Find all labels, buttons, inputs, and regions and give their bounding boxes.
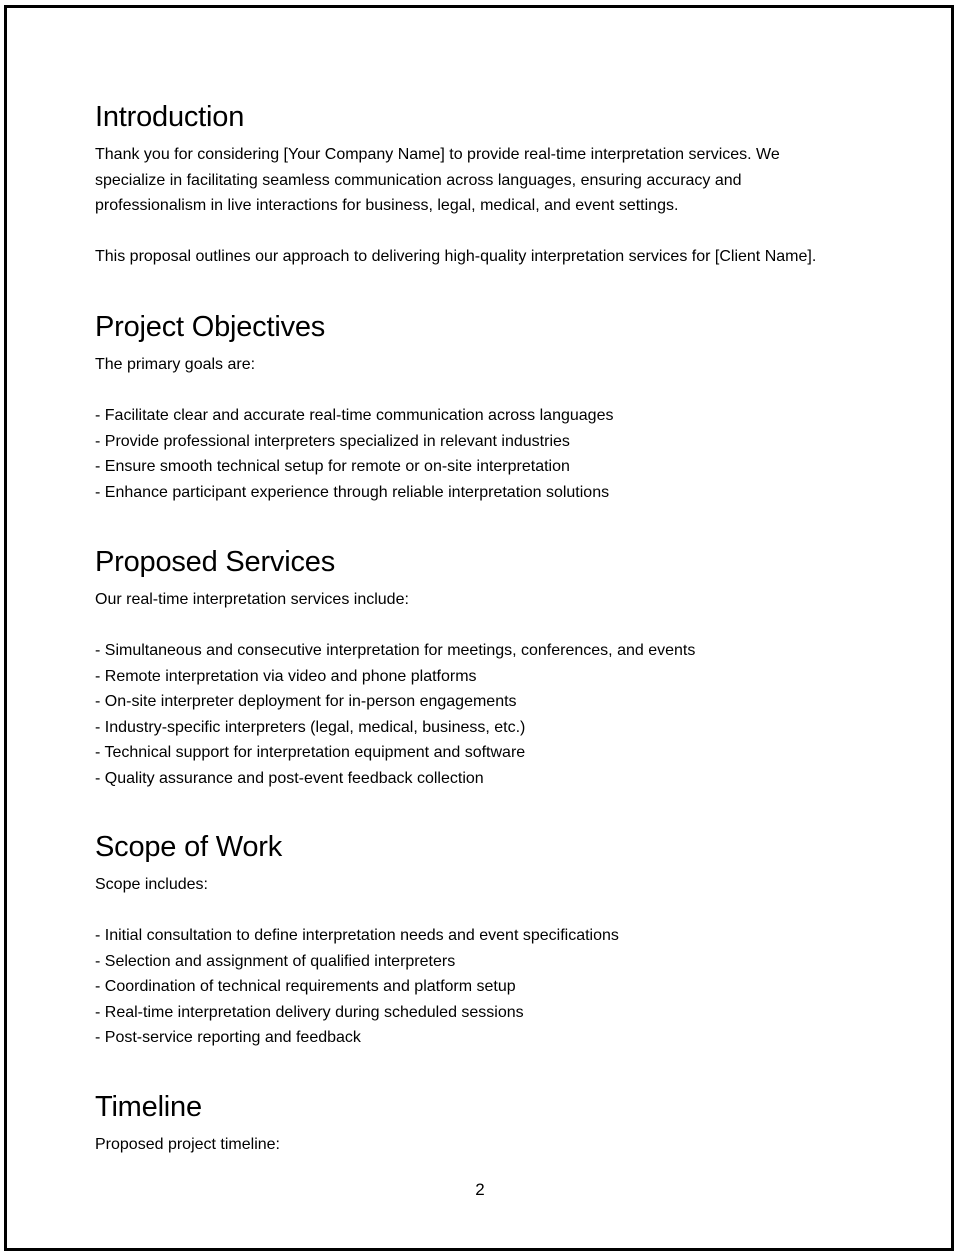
list-item: - Industry-specific interpreters (legal, medical, business, etc.) [95,718,526,736]
list-item: - Provide professional interpreters specialized in relevant industries [95,432,570,450]
paragraph-gap [95,898,619,924]
list-item: - On-site interpreter deployment for in-person engagements [95,693,517,710]
scope-list [95,923,619,1051]
list-item: - Ensure smooth technical setup for remote or on-site interpretation [95,458,570,475]
section-proposed-services [95,543,695,791]
intro-paragraph-line: Thank you for considering [Your Company Name] to provide real-time interpretation services. We [95,146,780,163]
section-timeline [95,1088,280,1158]
heading-timeline: Timeline [95,1091,202,1123]
heading-proposed-services: Proposed Services [95,546,335,578]
section-scope-of-work [95,828,619,1051]
section-project-objectives [95,308,613,505]
objectives-lead: The primary goals are: [95,356,256,373]
intro-paragraph-line: specialize in facilitating seamless communication across languages, ensuring accuracy and [95,171,742,189]
services-list [95,638,695,791]
heading-project-objectives: Project Objectives [95,311,326,343]
list-item: - Coordination of technical requirements and platform setup [95,978,516,995]
heading-introduction: Introduction [95,101,245,133]
section-introduction [95,98,816,270]
intro-paragraph-2: This proposal outlines our approach to delivering high-quality interpretation services for [Client Name]. [95,248,817,265]
paragraph-gap [95,613,695,639]
scope-lead: Scope includes: [95,876,208,893]
list-item: - Remote interpretation via video and phone platforms [95,667,477,685]
page-number: 2 [475,1180,485,1199]
list-item: - Initial consultation to define interpretation needs and event specifications [95,927,619,944]
intro-paragraph-line: professionalism in live interactions for business, legal, medical, and event settings. [95,197,679,214]
list-item: - Enhance participant experience through reliable interpretation solutions [95,483,610,501]
list-item: - Simultaneous and consecutive interpretation for meetings, conferences, and events [95,642,696,659]
list-item: - Quality assurance and post-event feedback collection [95,769,484,787]
list-item: - Selection and assignment of qualified interpreters [95,952,456,970]
services-lead: Our real-time interpretation services include: [95,591,409,608]
paragraph-gap [95,219,816,245]
heading-scope-of-work: Scope of Work [95,831,283,863]
paragraph-gap [95,378,613,404]
list-item: - Post-service reporting and feedback [95,1029,361,1046]
timeline-lead: Proposed project timeline: [95,1136,280,1153]
list-item: - Facilitate clear and accurate real-time communication across languages [95,407,614,424]
objectives-list [95,403,613,505]
list-item: - Technical support for interpretation equipment and software [95,744,526,761]
list-item: - Real-time interpretation delivery during scheduled sessions [95,1003,524,1021]
